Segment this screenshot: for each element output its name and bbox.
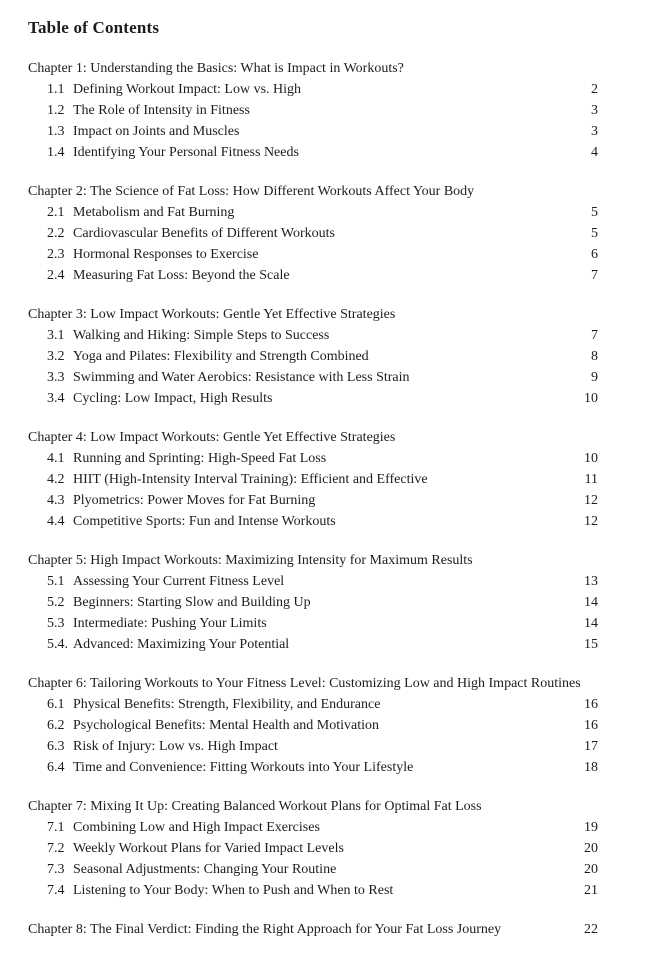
section-title: Advanced: Maximizing Your Potential — [73, 637, 290, 652]
section-number: 3.1 — [47, 328, 65, 343]
section-row — [28, 325, 598, 346]
section-title: Identifying Your Personal Fitness Needs — [73, 145, 299, 160]
section-row — [28, 202, 598, 223]
section-title: Competitive Sports: Fun and Intense Workouts — [73, 514, 336, 529]
section-page-number: 20 — [584, 862, 598, 877]
section-page-number: 18 — [584, 760, 598, 775]
section-page-number: 14 — [584, 595, 598, 610]
section-number: 4.1 — [47, 451, 65, 466]
section-row — [28, 490, 598, 511]
section-row — [28, 592, 598, 613]
chapter-heading-row — [28, 58, 598, 79]
section-row — [28, 511, 598, 532]
chapter-block — [28, 673, 598, 778]
section-number: 6.2 — [47, 718, 65, 733]
chapter-heading-text: Chapter 5: High Impact Workouts: Maximizing Intensity for Maximum Results — [28, 553, 473, 568]
section-title: Combining Low and High Impact Exercises — [73, 820, 320, 835]
section-number: 7.1 — [47, 820, 65, 835]
section-number: 5.1 — [47, 574, 65, 589]
section-row — [28, 571, 598, 592]
section-row — [28, 223, 598, 244]
section-row — [28, 817, 598, 838]
section-row — [28, 448, 598, 469]
chapter-block — [28, 550, 598, 655]
section-page-number: 10 — [584, 451, 598, 466]
chapter-heading-text: Chapter 8: The Final Verdict: Finding the Right Approach for Your Fat Loss Journey — [28, 922, 502, 937]
section-row — [28, 613, 598, 634]
section-page-number: 7 — [591, 328, 598, 343]
section-number: 6.4 — [47, 760, 65, 775]
section-number: 6.3 — [47, 739, 65, 754]
page-title: Table of Contents — [28, 18, 160, 37]
chapter-block — [28, 427, 598, 532]
chapter-heading-text: Chapter 7: Mixing It Up: Creating Balanced Workout Plans for Optimal Fat Loss — [28, 799, 482, 814]
section-number: 7.3 — [47, 862, 65, 877]
section-number: 4.3 — [47, 493, 65, 508]
section-title: Beginners: Starting Slow and Building Up — [73, 595, 311, 610]
section-title: The Role of Intensity in Fitness — [73, 103, 250, 118]
section-page-number: 9 — [591, 370, 598, 385]
section-title: Running and Sprinting: High-Speed Fat Loss — [73, 451, 327, 466]
section-row — [28, 634, 598, 655]
chapter-heading-row — [28, 796, 598, 817]
section-number: 4.4 — [47, 514, 65, 529]
section-row — [28, 469, 598, 490]
section-row — [28, 736, 598, 757]
chapter-heading-text: Chapter 4: Low Impact Workouts: Gentle Yet Effective Strategies — [28, 430, 396, 445]
section-page-number: 11 — [584, 472, 598, 487]
section-title: Impact on Joints and Muscles — [73, 124, 240, 139]
section-title: HIIT (High-Intensity Interval Training): Efficient and Effective — [73, 472, 428, 487]
chapter-heading-row — [28, 673, 598, 694]
section-page-number: 16 — [584, 697, 598, 712]
section-row — [28, 265, 598, 286]
section-title: Plyometrics: Power Moves for Fat Burning — [73, 493, 316, 508]
section-page-number: 14 — [584, 616, 598, 631]
section-title: Metabolism and Fat Burning — [73, 205, 235, 220]
section-number: 2.1 — [47, 205, 65, 220]
section-row — [28, 880, 598, 901]
section-title: Seasonal Adjustments: Changing Your Routine — [73, 862, 337, 877]
section-row — [28, 142, 598, 163]
section-number: 3.2 — [47, 349, 65, 364]
section-page-number: 21 — [584, 883, 598, 898]
chapter-heading-text: Chapter 1: Understanding the Basics: What is Impact in Workouts? — [28, 61, 404, 76]
chapter-page-number: 22 — [584, 922, 598, 937]
section-number: 2.4 — [47, 268, 65, 283]
section-page-number: 6 — [591, 247, 598, 262]
section-title: Swimming and Water Aerobics: Resistance with Less Strain — [73, 370, 410, 385]
section-page-number: 12 — [584, 514, 598, 529]
chapter-block — [28, 181, 598, 286]
section-number: 3.3 — [47, 370, 65, 385]
section-page-number: 20 — [584, 841, 598, 856]
section-title: Cycling: Low Impact, High Results — [73, 391, 273, 406]
section-page-number: 7 — [591, 268, 598, 283]
section-page-number: 2 — [591, 82, 598, 97]
section-number: 2.3 — [47, 247, 65, 262]
section-page-number: 10 — [584, 391, 598, 406]
section-page-number: 15 — [584, 637, 598, 652]
section-page-number: 8 — [591, 349, 598, 364]
section-page-number: 3 — [591, 103, 598, 118]
section-number: 1.4 — [47, 145, 65, 160]
section-row — [28, 838, 598, 859]
section-title: Time and Convenience: Fitting Workouts into Your Lifestyle — [73, 760, 414, 775]
section-title: Assessing Your Current Fitness Level — [73, 574, 285, 589]
section-number: 6.1 — [47, 697, 65, 712]
section-page-number: 19 — [584, 820, 598, 835]
chapter-heading-row — [28, 304, 598, 325]
chapter-block — [28, 304, 598, 409]
section-title: Weekly Workout Plans for Varied Impact Levels — [73, 841, 344, 856]
chapter-heading-row — [28, 427, 598, 448]
section-number: 7.2 — [47, 841, 65, 856]
section-row — [28, 79, 598, 100]
chapter-block — [28, 58, 598, 163]
section-number: 3.4 — [47, 391, 65, 406]
chapter-heading-text: Chapter 2: The Science of Fat Loss: How Different Workouts Affect Your Body — [28, 184, 475, 199]
section-row — [28, 244, 598, 265]
section-row — [28, 757, 598, 778]
section-title: Physical Benefits: Strength, Flexibility, and Endurance — [73, 697, 381, 712]
section-number: 5.3 — [47, 616, 65, 631]
section-title: Psychological Benefits: Mental Health and Motivation — [73, 718, 379, 733]
chapter-block — [28, 919, 598, 940]
chapter-heading-row — [28, 550, 598, 571]
section-number: 1.2 — [47, 103, 65, 118]
section-title: Intermediate: Pushing Your Limits — [73, 616, 267, 631]
section-page-number: 17 — [584, 739, 598, 754]
section-page-number: 3 — [591, 124, 598, 139]
chapter-heading-row — [28, 181, 598, 202]
section-title: Risk of Injury: Low vs. High Impact — [73, 739, 278, 754]
section-title: Measuring Fat Loss: Beyond the Scale — [73, 268, 290, 283]
section-title: Hormonal Responses to Exercise — [73, 247, 259, 262]
section-number: 1.1 — [47, 82, 65, 97]
section-row — [28, 859, 598, 880]
section-row — [28, 121, 598, 142]
section-title: Yoga and Pilates: Flexibility and Strength Combined — [73, 349, 369, 364]
section-number: 7.4 — [47, 883, 65, 898]
section-number: 5.2 — [47, 595, 65, 610]
section-page-number: 13 — [584, 574, 598, 589]
section-number: 4.2 — [47, 472, 65, 487]
section-title: Listening to Your Body: When to Push and When to Rest — [73, 883, 394, 898]
section-page-number: 5 — [591, 205, 598, 220]
chapter-block — [28, 796, 598, 901]
section-number: 5.4. — [47, 637, 68, 652]
section-row — [28, 367, 598, 388]
toc-list — [28, 58, 598, 940]
section-page-number: 16 — [584, 718, 598, 733]
section-row — [28, 346, 598, 367]
section-page-number: 5 — [591, 226, 598, 241]
section-number: 1.3 — [47, 124, 65, 139]
section-title: Walking and Hiking: Simple Steps to Success — [73, 328, 330, 343]
chapter-heading-text: Chapter 3: Low Impact Workouts: Gentle Yet Effective Strategies — [28, 307, 396, 322]
section-page-number: 12 — [584, 493, 598, 508]
section-row — [28, 100, 598, 121]
chapter-heading-row — [28, 919, 598, 940]
section-number: 2.2 — [47, 226, 65, 241]
section-page-number: 4 — [591, 145, 598, 160]
chapter-heading-text: Chapter 6: Tailoring Workouts to Your Fitness Level: Customizing Low and High Impact Routines — [28, 676, 581, 691]
section-row — [28, 694, 598, 715]
section-row — [28, 715, 598, 736]
section-row — [28, 388, 598, 409]
section-title: Cardiovascular Benefits of Different Workouts — [73, 226, 335, 241]
section-title: Defining Workout Impact: Low vs. High — [73, 82, 302, 97]
